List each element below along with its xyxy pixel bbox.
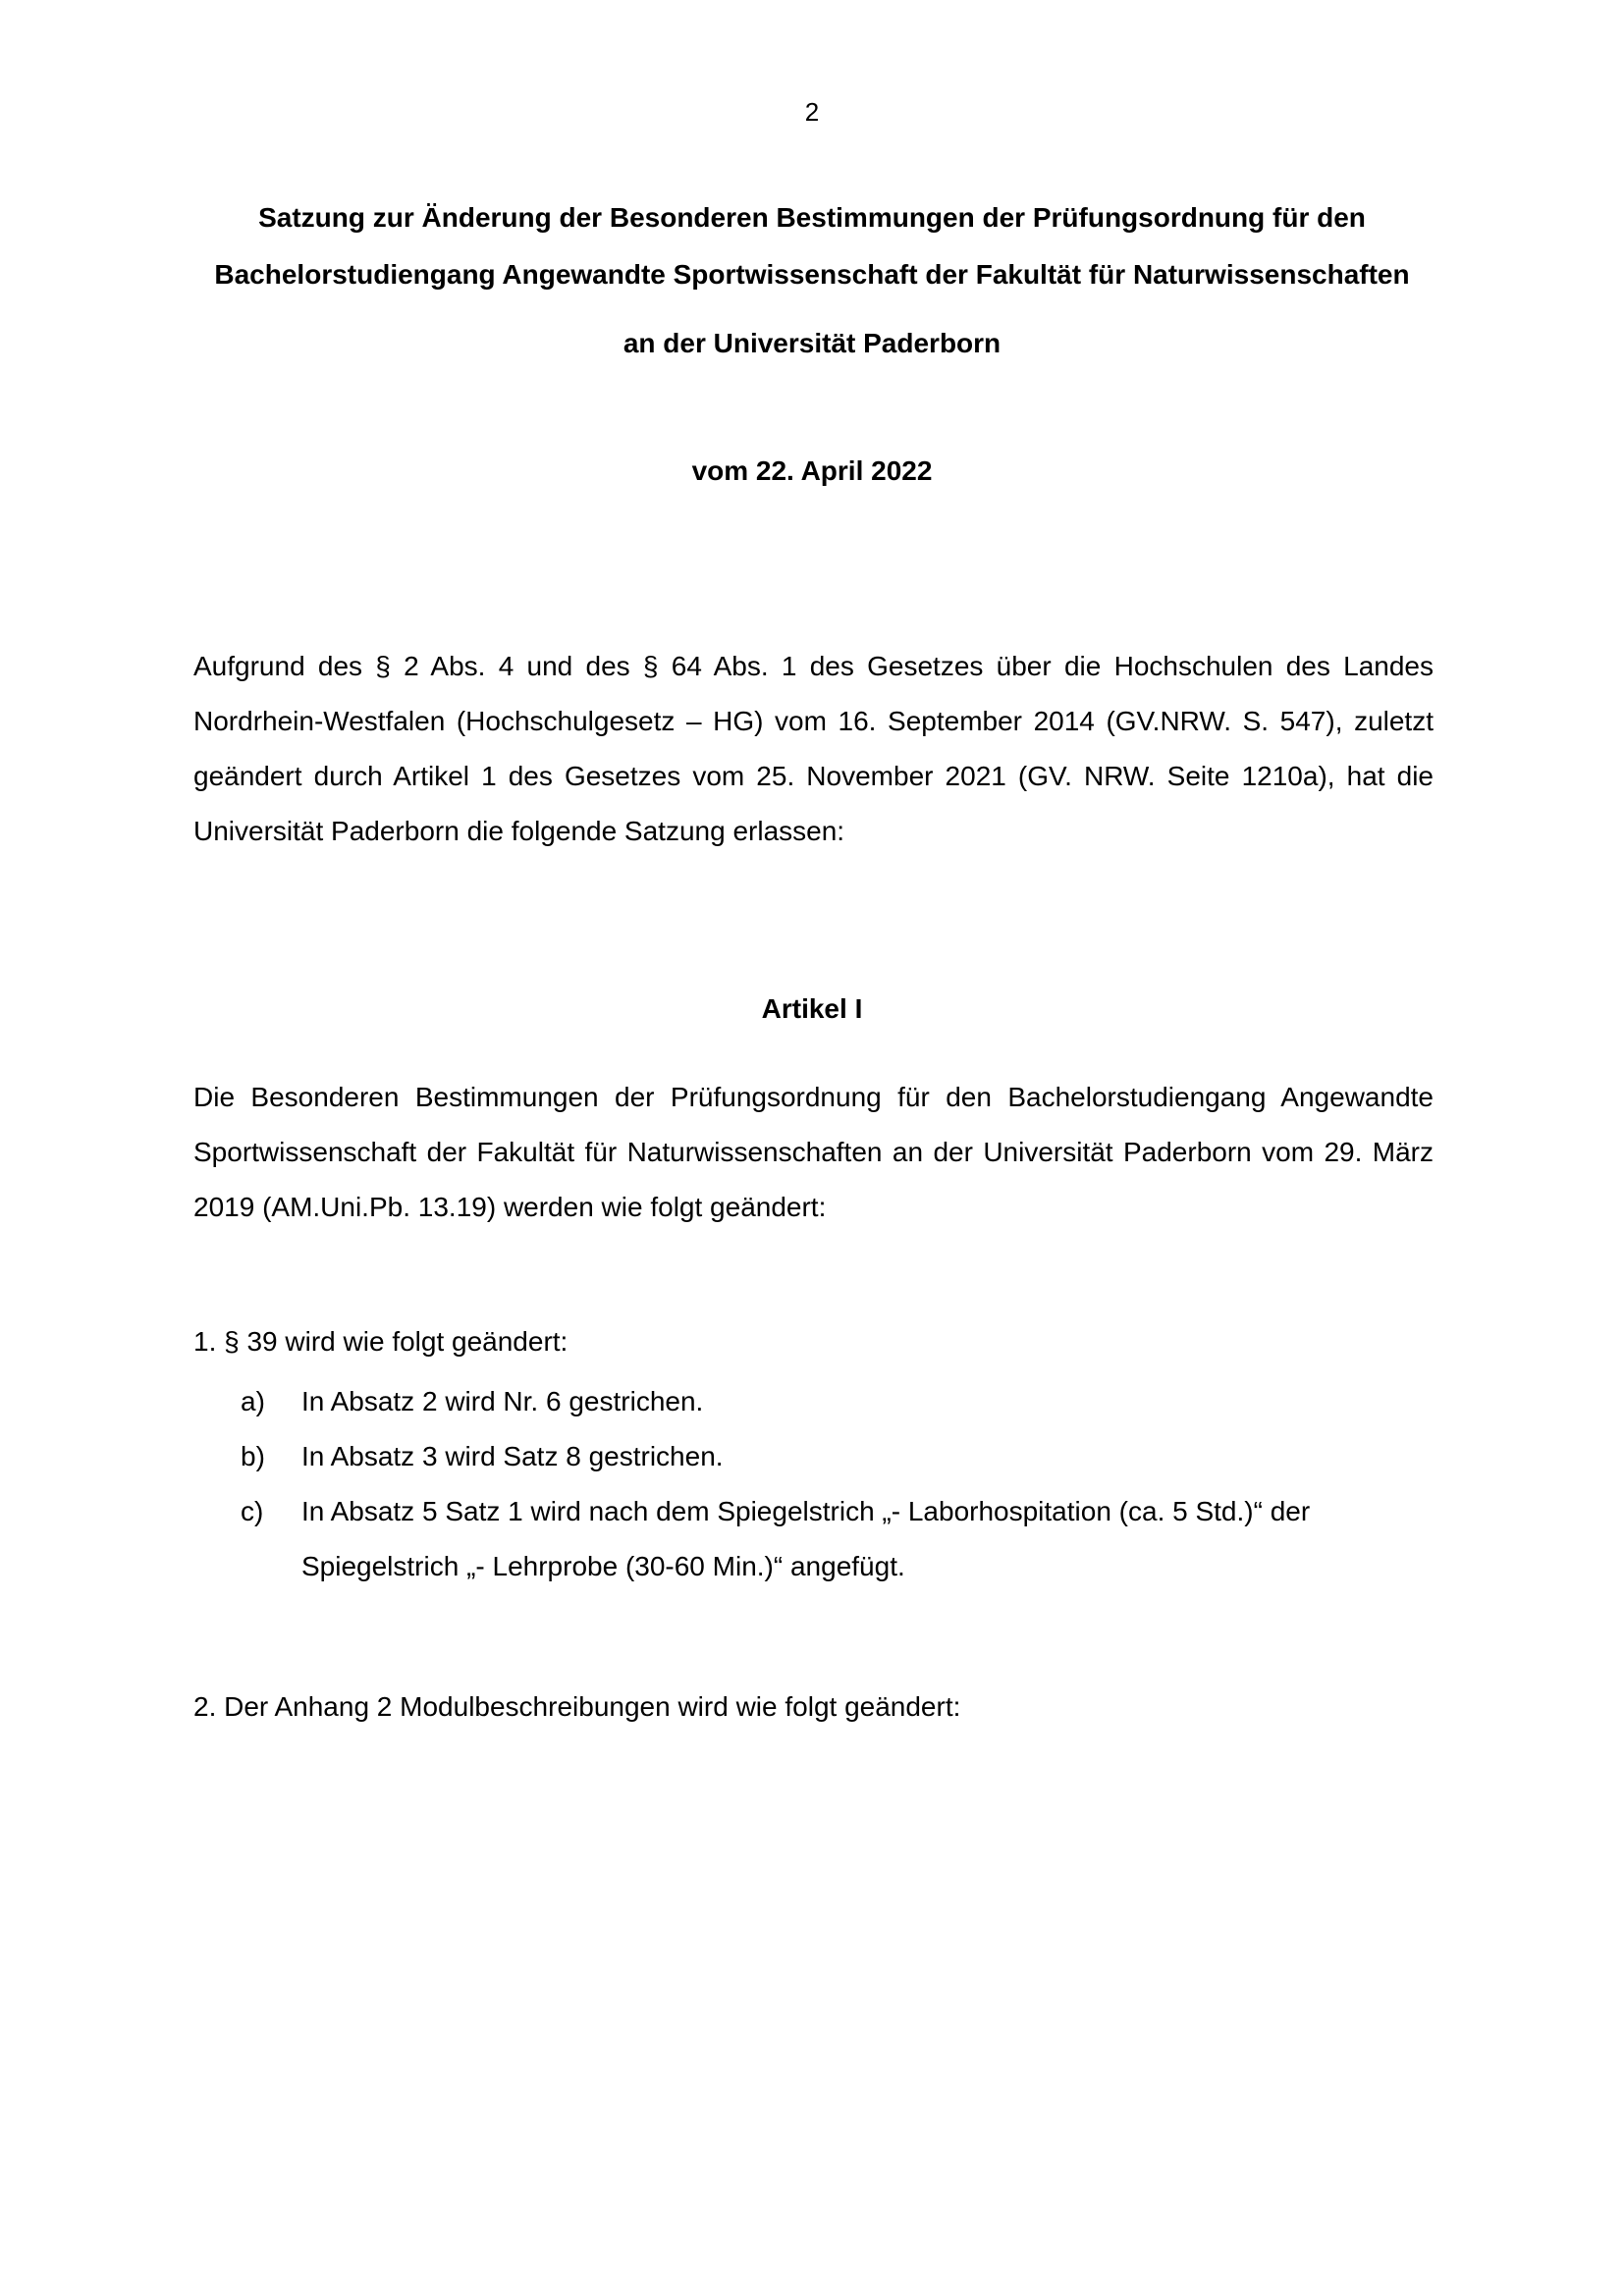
document-title [177, 189, 1447, 372]
page-number: 2 [804, 97, 820, 127]
sub-item-marker: a) [241, 1386, 265, 1416]
preamble-paragraph: Aufgrund des § 2 Abs. 4 und des § 64 Abs. 1 des Gesetzes über die Hochschulen des Landes Nordrhein-Westfalen (Hochschulgesetz – HG) vom 16. September 2014 (GV.NRW. S. 547), zuletzt geändert durch Artikel 1 des Gesetzes vom 25. November 2021 (GV. NRW. Seite 1210a), hat die Universität Paderborn die folgende Satzung erlassen: [193, 651, 1434, 846]
sub-item-text: In Absatz 2 wird Nr. 6 gestrichen. [301, 1386, 704, 1416]
sub-item-marker: c) [241, 1496, 264, 1526]
document-date: vom 22. April 2022 [691, 455, 933, 486]
title-line-1: Satzung zur Änderung der Besonderen Bestimmungen der Prüfungsordnung für den [258, 202, 1366, 233]
sub-item-marker: b) [241, 1441, 265, 1471]
list-item-1: 1. § 39 wird wie folgt geändert: [193, 1326, 568, 1357]
article-intro-paragraph: Die Besonderen Bestimmungen der Prüfungsordnung für den Bachelorstudiengang Angewandte Sportwissenschaft der Fakultät für Naturwissenschaften an der Universität Paderborn vom 29. März 2019 (AM.Uni.Pb. 13.19) werden wie folgt geändert: [193, 1082, 1434, 1222]
sub-item-text: In Absatz 5 Satz 1 wird nach dem Spiegelstrich „- Laborhospitation (ca. 5 Std.)“ der Spiegelstrich „- Lehrprobe (30-60 Min.)“ angefügt. [301, 1496, 1311, 1581]
sub-item-list [241, 1374, 1434, 1594]
list-item-2: 2. Der Anhang 2 Modulbeschreibungen wird wie folgt geändert: [193, 1691, 961, 1722]
sub-item-text: In Absatz 3 wird Satz 8 gestrichen. [301, 1441, 724, 1471]
sub-item-c [241, 1484, 1434, 1594]
title-line-3: an der Universität Paderborn [623, 328, 1001, 358]
sub-item-a [241, 1374, 1434, 1429]
sub-item-b [241, 1429, 1434, 1484]
title-line-2: Bachelorstudiengang Angewandte Sportwissenschaft der Fakultät für Naturwissenschaften [214, 259, 1410, 290]
article-heading: Artikel I [761, 993, 863, 1024]
